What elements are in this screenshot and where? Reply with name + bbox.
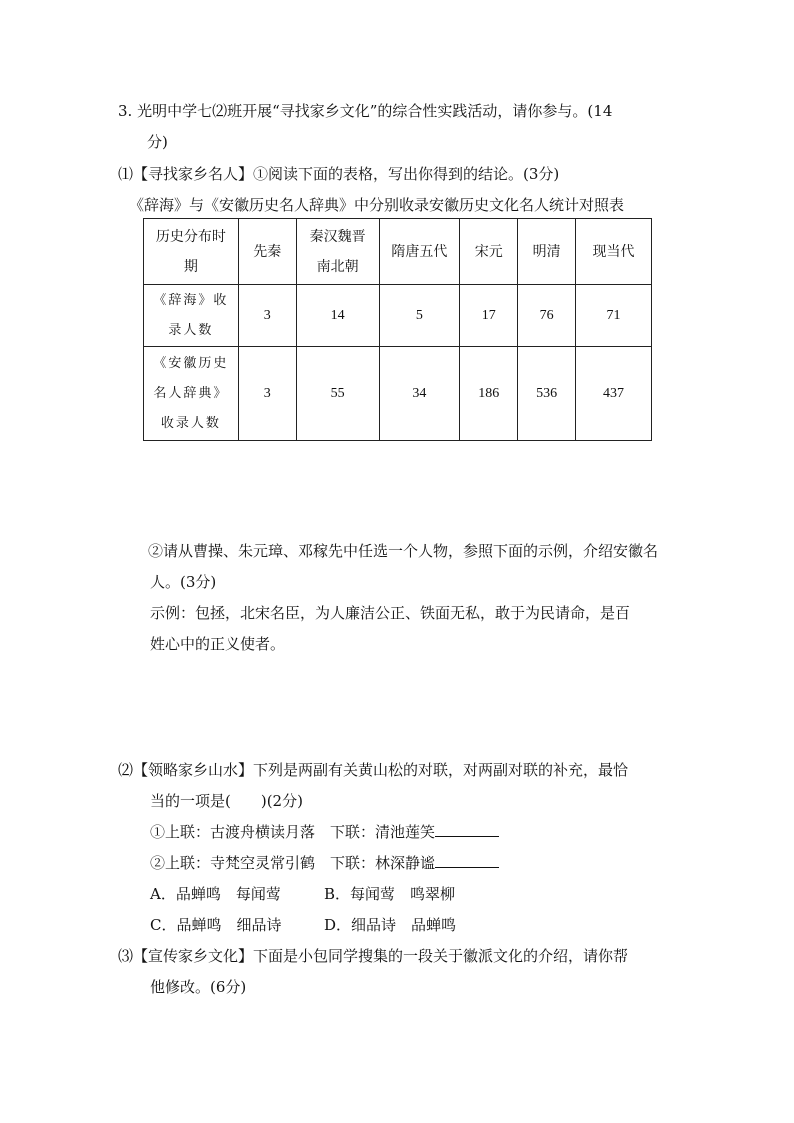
stats-table bbox=[143, 218, 652, 441]
example-line2: 姓心中的正义使者。 bbox=[150, 635, 286, 653]
part3-heading-line1: ⑶【宣传家乡文化】下面是小包同学搜集的一段关于徽派文化的介绍，请你帮 bbox=[118, 947, 629, 965]
header-period-cell: 宋元 bbox=[460, 219, 518, 285]
value-cell: 17 bbox=[460, 285, 518, 347]
table-row bbox=[144, 285, 652, 347]
answer-blank bbox=[435, 822, 499, 837]
question-stem-line1 bbox=[118, 101, 612, 121]
value-cell: 14 bbox=[296, 285, 379, 347]
option-d: D．细品诗 品蝉鸣 bbox=[324, 916, 457, 934]
value-cell: 55 bbox=[296, 347, 379, 441]
header-period-cell: 秦汉魏晋 南北朝 bbox=[296, 219, 379, 285]
couplet-1: ①上联：古渡舟横读月落 下联：清池莲笑 bbox=[150, 822, 499, 842]
header-period-cell: 先秦 bbox=[238, 219, 296, 285]
question-stem-line2: 分) bbox=[147, 133, 168, 151]
value-cell: 5 bbox=[379, 285, 460, 347]
part1-sub2-line2: 人。(3分) bbox=[150, 573, 217, 591]
part2-heading-line2: 当的一项是( )(2分) bbox=[150, 792, 303, 810]
question-stem-text: 光明中学七⑵班开展“寻找家乡文化”的综合性实践活动，请你参与。(14 bbox=[137, 102, 613, 120]
table-header-row bbox=[144, 219, 652, 285]
part3-heading-line2: 他修改。(6分) bbox=[150, 978, 247, 996]
couplet-2: ②上联：寺梵空灵常引鹤 下联：林深静谧 bbox=[150, 853, 499, 873]
value-cell: 71 bbox=[576, 285, 652, 347]
value-cell: 186 bbox=[460, 347, 518, 441]
header-period-cell: 明清 bbox=[518, 219, 576, 285]
option-a: A．品蝉鸣 每闻莺 bbox=[150, 885, 281, 903]
option-b: B．每闻莺 鸣翠柳 bbox=[324, 885, 456, 903]
header-period-cell: 隋唐五代 bbox=[379, 219, 460, 285]
header-label-cell: 历史分布时 期 bbox=[144, 219, 239, 285]
value-cell: 76 bbox=[518, 285, 576, 347]
answer-blank bbox=[435, 853, 499, 868]
table-row bbox=[144, 347, 652, 441]
part1-sub2-line1: ②请从曹操、朱元璋、邓稼先中任选一个人物，参照下面的示例，介绍安徽名 bbox=[148, 542, 659, 560]
value-cell: 536 bbox=[518, 347, 576, 441]
example-line1: 示例：包拯，北宋名臣，为人廉洁公正、铁面无私，敢于为民请命，是百 bbox=[150, 604, 631, 622]
part2-heading-line1: ⑵【领略家乡山水】下列是两副有关黄山松的对联，对两副对联的补充，最恰 bbox=[118, 761, 629, 779]
part1-heading: ⑴【寻找家乡名人】①阅读下面的表格，写出你得到的结论。(3分) bbox=[118, 165, 560, 183]
row-label-cell: 《安徽历史 名人辞典》 收录人数 bbox=[144, 347, 239, 441]
option-c: C．品蝉鸣 细品诗 bbox=[150, 916, 282, 934]
value-cell: 3 bbox=[238, 347, 296, 441]
table-title: 《辞海》与《安徽历史名人辞典》中分别收录安徽历史文化名人统计对照表 bbox=[129, 196, 625, 214]
header-period-cell: 现当代 bbox=[576, 219, 652, 285]
value-cell: 3 bbox=[238, 285, 296, 347]
value-cell: 34 bbox=[379, 347, 460, 441]
value-cell: 437 bbox=[576, 347, 652, 441]
row-label-cell: 《辞海》收 录人数 bbox=[144, 285, 239, 347]
question-number: 3. bbox=[118, 102, 133, 120]
